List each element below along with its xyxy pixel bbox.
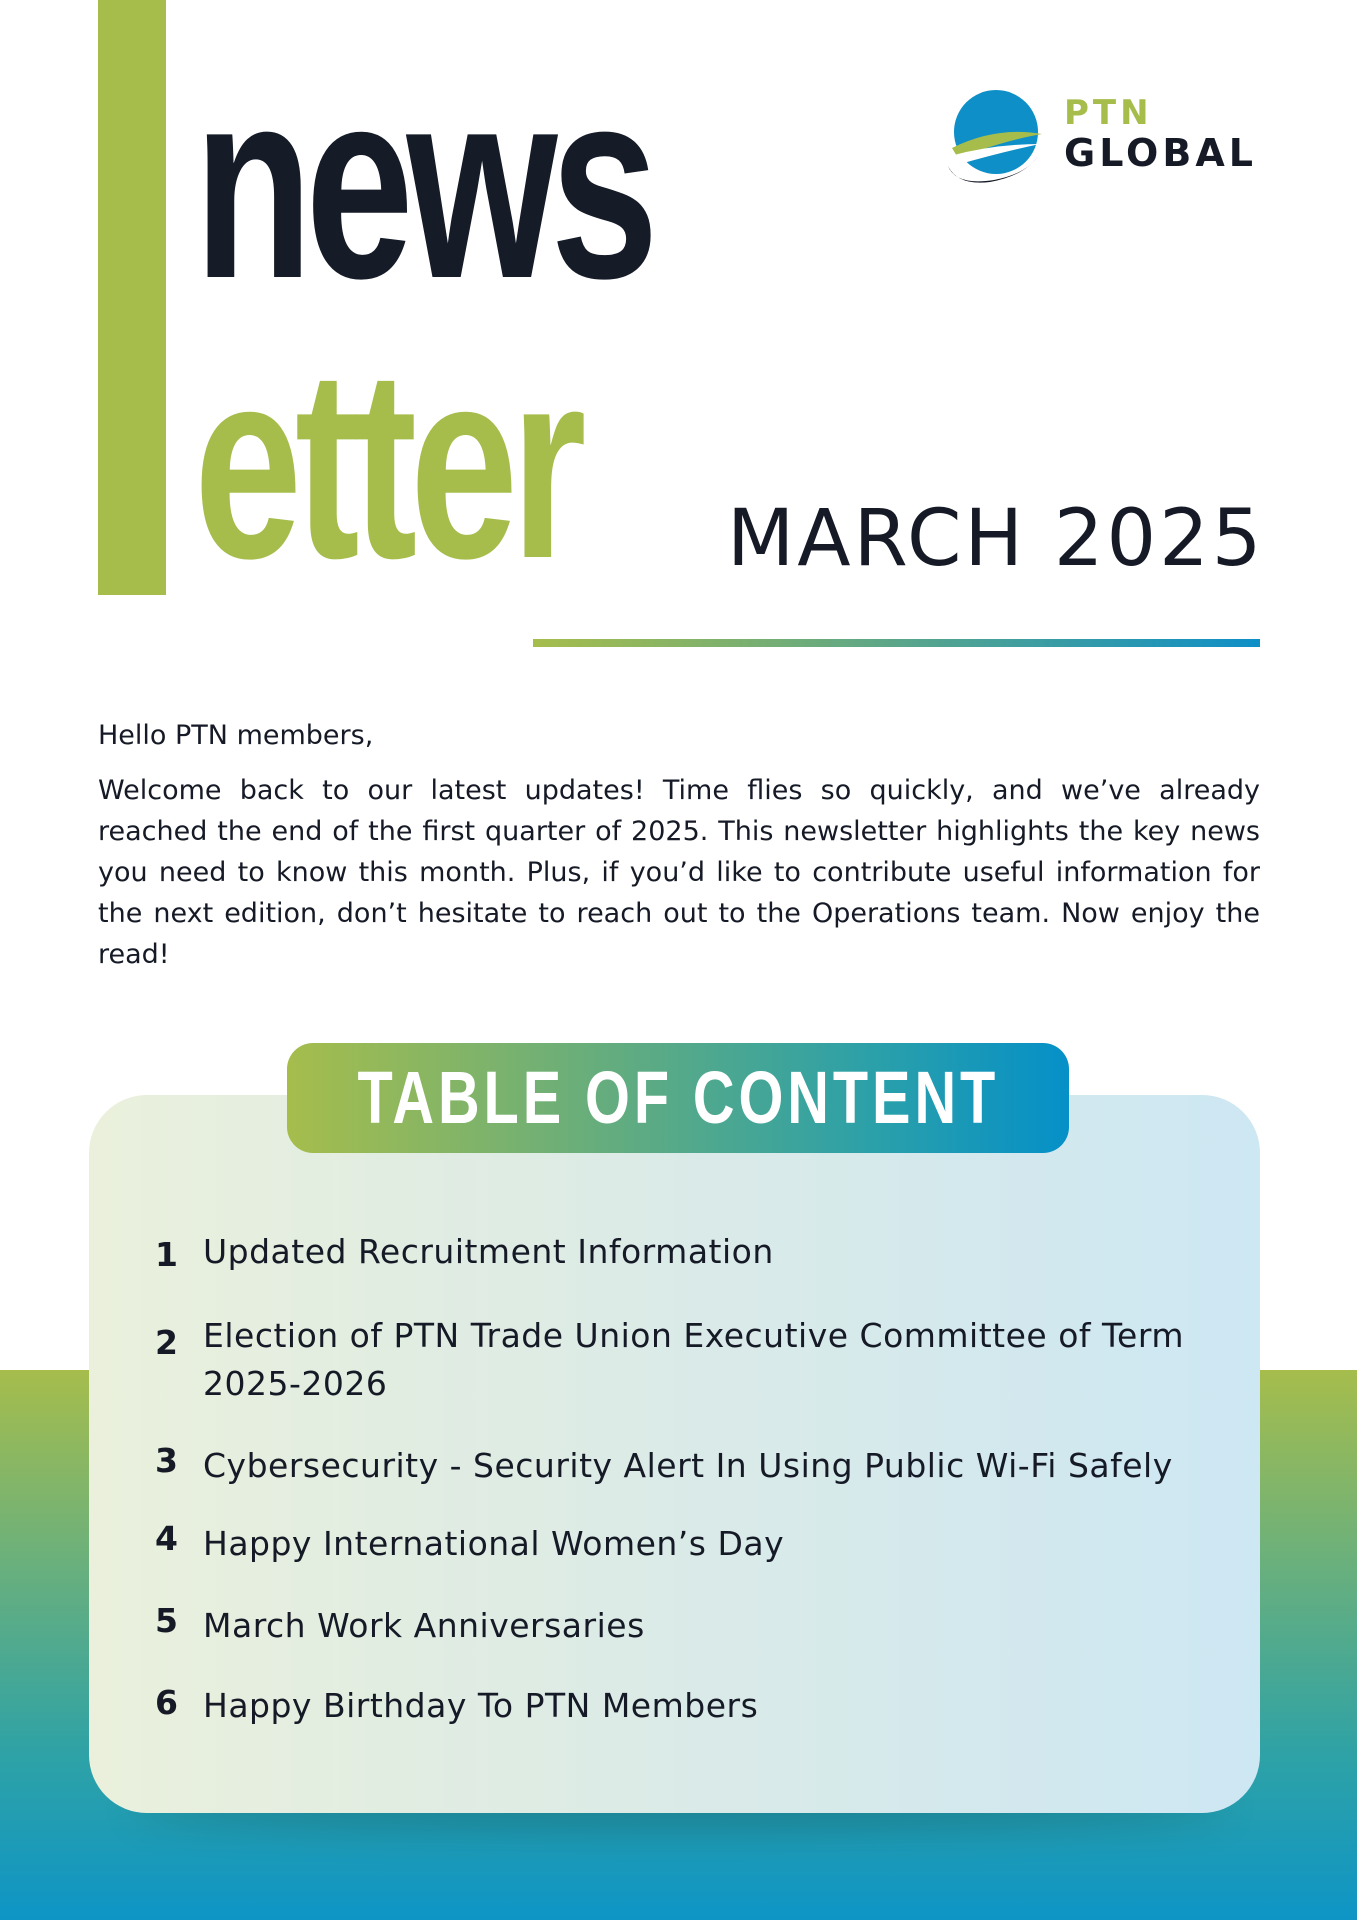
toc-item-title: Updated Recruitment Information xyxy=(203,1232,774,1271)
table-of-content-banner xyxy=(287,1043,1069,1153)
toc-item-title: Happy International Women’s Day xyxy=(203,1524,785,1563)
toc-item-title: Happy Birthday To PTN Members xyxy=(203,1686,759,1725)
masthead-word-letter: etter xyxy=(194,314,580,615)
title-divider xyxy=(533,639,1260,647)
masthead-letter-l-bar xyxy=(98,0,166,595)
masthead-word-news: news xyxy=(194,34,652,335)
toc-item-number: 2 xyxy=(155,1323,178,1362)
table-of-content-title: TABLE OF CONTENT xyxy=(357,1056,999,1139)
toc-item-title: Cybersecurity - Security Alert In Using Public Wi-Fi Safely xyxy=(203,1446,1173,1485)
toc-item-number: 5 xyxy=(155,1601,178,1640)
toc-item-title: March Work Anniversaries xyxy=(203,1606,645,1645)
ptn-global-logo xyxy=(946,86,1257,196)
toc-item-number: 6 xyxy=(155,1683,178,1722)
intro-paragraph: Welcome back to our latest updates! Time flies so quickly, and we’ve already reached the end of the first quarter of 2025. This newsletter highlights the key news you need to know this month. Plus, if you’d like to contribute useful information for the next edition, don’t hesitate to reach out to the Operations team. Now enjoy the read! xyxy=(98,775,1260,970)
issue-date: MARCH 2025 xyxy=(727,494,1265,584)
globe-swoosh-icon xyxy=(946,86,1046,196)
logo-text-global: GLOBAL xyxy=(1064,131,1257,175)
toc-item-title: Election of PTN Trade Union Executive Committee of Term 2025-2026 xyxy=(203,1316,1184,1403)
greeting: Hello PTN members, xyxy=(98,720,374,751)
logo-text-ptn: PTN xyxy=(1064,93,1153,133)
toc-item-number: 1 xyxy=(155,1235,178,1274)
toc-item-number: 3 xyxy=(155,1441,178,1480)
toc-item-number: 4 xyxy=(155,1519,178,1558)
